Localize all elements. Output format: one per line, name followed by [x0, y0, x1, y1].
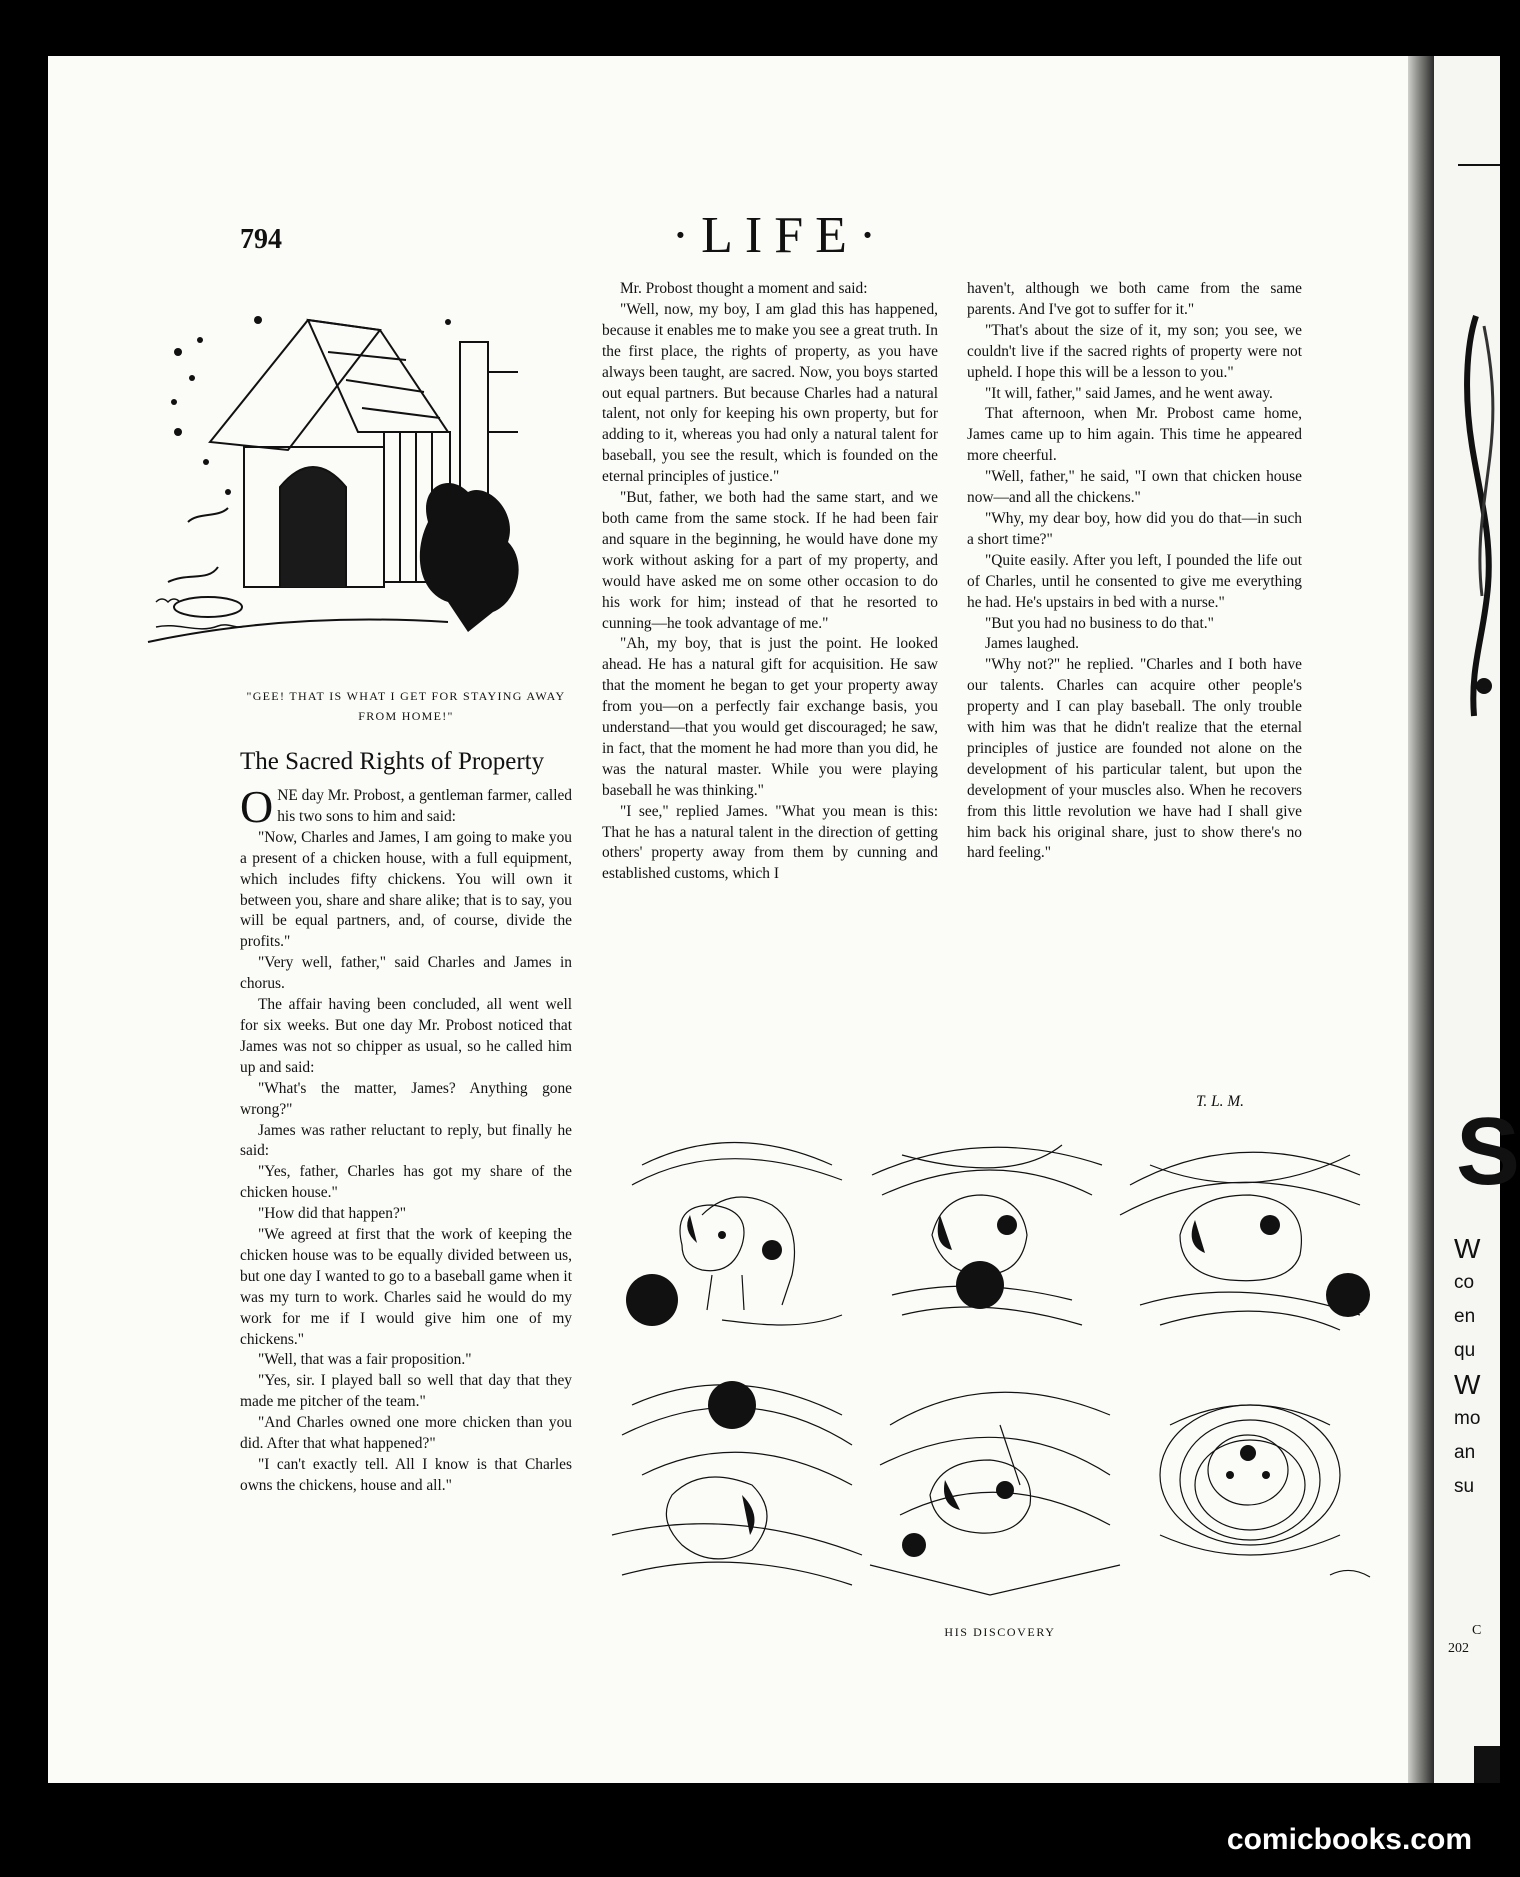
facing-page-headline-letter: S — [1456, 1098, 1520, 1205]
paragraph: James laughed. — [985, 635, 1080, 653]
watermark: comicbooks.com — [1226, 1823, 1472, 1856]
paragraph: "And Charles owned one more chicken than you did. After that what happened?" — [240, 1414, 572, 1453]
book-gutter — [1408, 56, 1434, 1783]
facing-page-illustration — [1462, 306, 1500, 726]
paragraph: "Well, father," he said, "I own that chicken house now—and all the chickens." — [967, 468, 1302, 507]
paragraph: "Why not?" he replied. "Charles and I both have our talents. Charles can acquire other people's property and I can play baseball. The only trouble with him was that he didn't realize that the eternal principles of justice are founded not alone on the development of his particular talent, but upon the development of your muscles also. When he recovers from this little revolution we have had I shall give him back his original share, just to show there's no hard feeling." — [967, 656, 1302, 862]
paragraph-text: NE day Mr. Probost, a gentleman farmer, called his two sons to him and said: — [277, 787, 572, 825]
comic-panel-3 — [1120, 1125, 1370, 1355]
paragraph: "But, father, we both had the same start, and we both came from the same stock. If he had been fair and square in the beginning, he would have done my work without asking for a part of my property, and would have asked me on some other occasion to do his work for him; instead of that he resorted to cunning—he took advantage of me." — [602, 489, 938, 632]
paragraph: "But you had no business to do that." — [985, 614, 1214, 632]
facing-line: co — [1454, 1272, 1475, 1293]
facing-footer-line: C — [1472, 1623, 1482, 1638]
paragraph: "Very well, father," said Charles and James in chorus. — [240, 954, 572, 993]
paragraph: "Well, now, my boy, I am glad this has happened, because it enables me to make you see a great truth. In the first place, the rights of property, as you have always been taught, are sacred. Now, you boys started out equal partners. But because Charles had a natural talent, not only for keeping his own property, but for adding to it, whereas you had only a natural talent for baseball, you see the result, which is founded on the eternal principles of justice." — [602, 300, 938, 486]
facing-line: W — [1454, 1233, 1481, 1264]
paragraph: James was rather reluctant to reply, but finally he said: — [240, 1121, 572, 1160]
facing-page-footer — [1448, 1622, 1481, 1658]
paragraph: "How did that happen?" — [258, 1205, 407, 1223]
author-signature: T. L. M. — [1196, 1093, 1245, 1110]
facing-line: W — [1454, 1369, 1481, 1400]
illustration-caption: "GEE! THAT IS WHAT I GET FOR STAYING AWAY FROM HOME!" — [246, 689, 566, 723]
paragraph: "Why, my dear boy, how did you do that—in such a short time?" — [967, 509, 1302, 548]
article-column-3 — [967, 279, 1302, 864]
scan-top-border — [0, 0, 1500, 56]
comic-panel-1 — [612, 1125, 862, 1355]
paragraph: "Quite easily. After you left, I pounded the life out of Charles, until he consented to give me everything he had. He's upstairs in bed with a nurse." — [967, 551, 1302, 611]
facing-footer-line: 202 — [1448, 1641, 1469, 1656]
facing-page-text — [1454, 1232, 1480, 1504]
page-number: 794 — [240, 224, 282, 255]
drop-cap: O — [240, 781, 274, 832]
comic-caption: HIS DISCOVERY — [944, 1625, 1056, 1639]
article-title: The Sacred Rights of Property — [240, 748, 545, 775]
article-column-1 — [240, 781, 572, 1497]
article-column-2 — [602, 279, 938, 885]
paragraph: The affair having been concluded, all went well for six weeks. But one day Mr. Probost noticed that James was not so chipper as usual, so he called him up and said: — [240, 996, 572, 1076]
facing-page-rule — [1458, 164, 1500, 166]
comic-panel-5 — [870, 1365, 1120, 1595]
paragraph: "Ah, my boy, that is just the point. He looked ahead. He has a natural gift for acquisition. He saw that the moment he began to get your property away from you—on a perfectly fair exchange basis, you understand—that you would get discouraged; he saw, in fact, that the moment he had more than you did, he was the natural master. While you were playing baseball he was thinking." — [602, 635, 938, 799]
paragraph — [240, 781, 572, 832]
comic-panel-6 — [1130, 1365, 1380, 1595]
facing-line: an — [1454, 1442, 1476, 1463]
facing-line: mo — [1454, 1408, 1481, 1429]
paragraph: "Now, Charles and James, I am going to make you a present of a chicken house, with a full equipment, which includes fifty chickens. You will own it between you, share and share alike; that is to say, you will be equal partners, and, of course, divide the profits." — [240, 828, 572, 951]
facing-line: en — [1454, 1306, 1476, 1327]
comic-panel-4 — [612, 1365, 862, 1595]
paragraph: "I see," replied James. "What you mean is this: That he has a natural talent in the direction of getting others' property away from them by cunning and established customs, which I — [602, 802, 938, 883]
paragraph: "What's the matter, James? Anything gone wrong?" — [240, 1079, 572, 1118]
facing-line: qu — [1454, 1340, 1476, 1361]
paragraph: "That's about the size of it, my son; you see, we couldn't live if the sacred rights of property were not upheld. I hope this will be a lesson to you." — [967, 321, 1302, 381]
masthead: ·LIFE· — [671, 207, 889, 264]
paragraph: "I can't exactly tell. All I know is that Charles owns the chickens, house and all." — [240, 1456, 572, 1494]
doghouse-illustration — [148, 282, 578, 678]
paragraph: "Yes, sir. I played ball so well that day that they made me pitcher of the team." — [240, 1372, 572, 1411]
paragraph: Mr. Probost thought a moment and said: — [620, 280, 868, 297]
paragraph: "We agreed at first that the work of keeping the chicken house was to be equally divided between us, but one day I wanted to go to a baseball game when it was my turn to work. Charles said he would do my work for me if I would give him one of my chickens." — [240, 1226, 572, 1348]
paragraph: "It will, father," said James, and he went away. — [985, 384, 1273, 402]
paragraph: That afternoon, when Mr. Probost came home, James came up to him again. This time he appeared more cheerful. — [967, 405, 1302, 465]
scan-bottom-border — [0, 1783, 1500, 1877]
comic-panel-2 — [862, 1125, 1112, 1355]
paragraph: haven't, although we both came from the same parents. And I've got to suffer for it." — [967, 280, 1302, 318]
facing-line: su — [1454, 1476, 1475, 1497]
paragraph: "Yes, father, Charles has got my share of the chicken house." — [240, 1163, 572, 1202]
paragraph: "Well, that was a fair proposition." — [258, 1351, 472, 1369]
facing-page-edge — [1434, 56, 1520, 1783]
